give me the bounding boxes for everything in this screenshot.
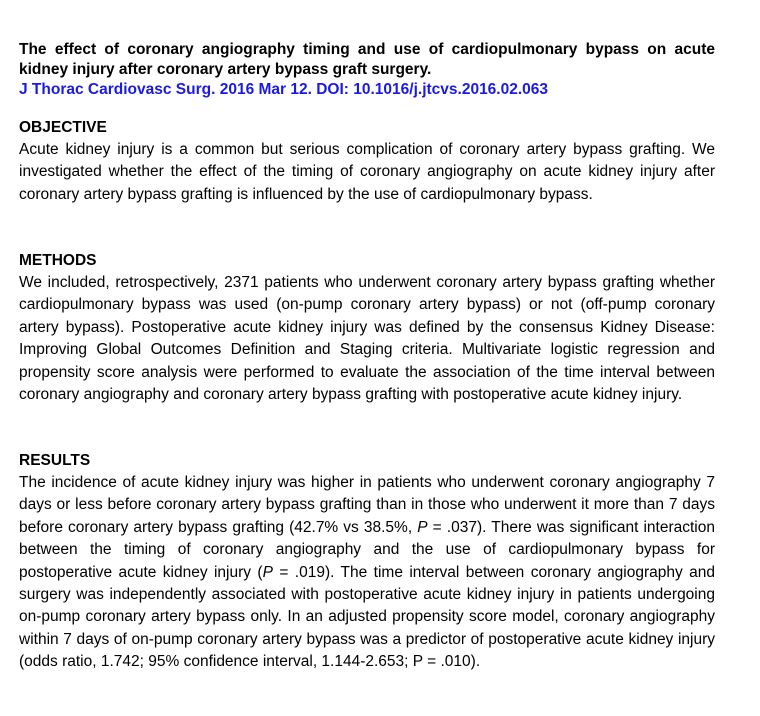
objective-heading: OBJECTIVE [19,119,107,136]
journal-citation[interactable]: J Thorac Cardiovasc Surg. 2016 Mar 12. DOI: 10.1016/j.jtcvs.2016.02.063 [19,81,549,98]
results-text-part2: = .037). There was significant interaction between the timing of coronary angiography and the use of cardiopulmonary bypass for postoperative acute kidney injury ( [19,518,715,581]
results-text-part3: = .019). The time interval between coronary angiography and surgery was independently associated with postoperative acute kidney injury in patients undergoing on-pump coronary artery bypass only. In an adjusted propensity score model, coronary angiography within 7 days of on-pump coronary artery bypass was a predictor of postoperative acute kidney injury (odds ratio, 1.742; 95% confidence interval, 1.144-2.653; P = .010). [19,563,715,671]
objective-text: Acute kidney injury is a common but serious complication of coronary artery bypass grafting. We investigated whether the effect of the timing of coronary angiography on acute kidney injury after coronary artery bypass grafting is influenced by the use of cardiopulmonary bypass. [19,141,715,203]
p-value-label-2: P [262,563,273,581]
results-text [19,472,715,674]
methods-heading: METHODS [19,252,97,269]
methods-text: We included, retrospectively, 2371 patients who underwent coronary artery bypass grafting whether cardiopulmonary bypass was used (on-pump coronary artery bypass) or not (off-pump coronary artery bypass). Postoperative acute kidney injury was defined by the consensus Kidney Disease: Improving Global Outcomes Definition and Staging criteria. Multivariate logistic regression and propensity score analysis were performed to evaluate the association of the time interval between coronary angiography and coronary artery bypass grafting with postoperative acute kidney injury. [19,274,715,404]
results-text-part1: The incidence of acute kidney injury was higher in patients who underwent coronary angiography 7 days or less before coronary artery bypass grafting than in those who underwent it more than 7 days before coronary artery bypass grafting (42.7% vs 38.5%, [19,474,715,536]
p-value-label-1: P [417,518,428,536]
results-section [19,450,715,674]
results-heading: RESULTS [19,452,91,469]
objective-section [19,117,715,206]
article-title: The effect of coronary angiography timing and use of cardiopulmonary bypass on acute kidney injury after coronary artery bypass graft surgery. [19,41,715,78]
methods-section [19,250,715,406]
